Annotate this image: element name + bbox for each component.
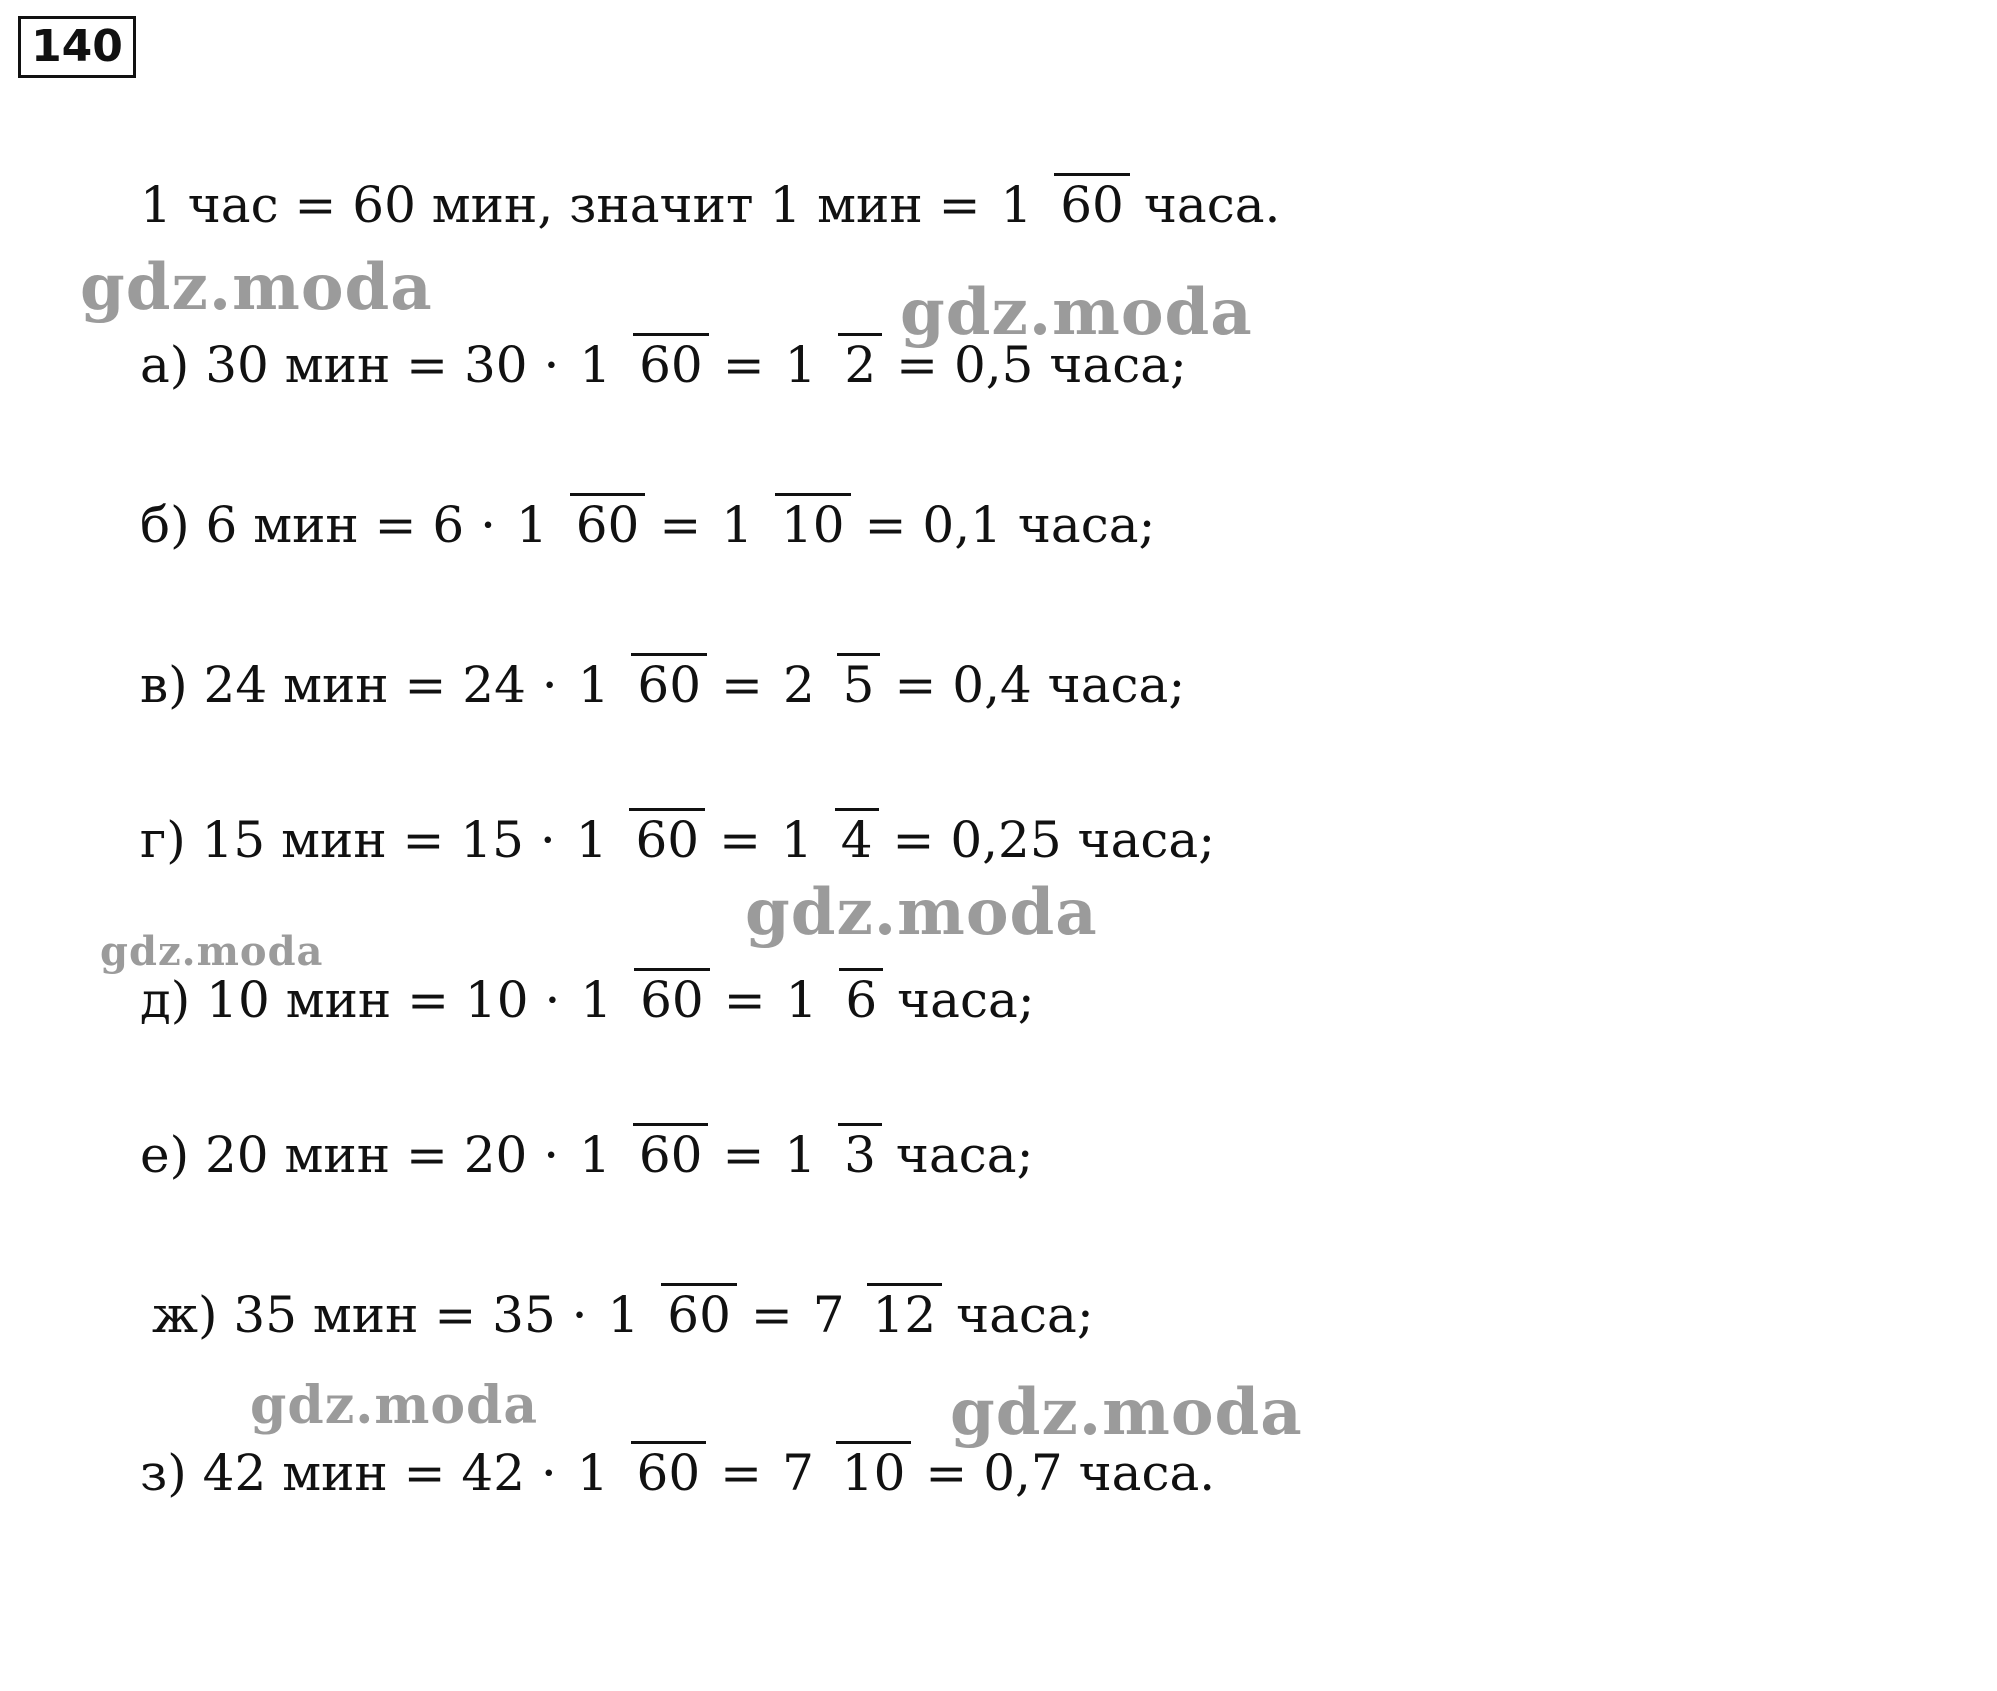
numerator: 1: [576, 1444, 609, 1502]
fraction-1: [570, 805, 705, 875]
fraction-1: [573, 1120, 708, 1190]
denominator: 60: [631, 1441, 707, 1502]
equals-sign: =: [723, 971, 766, 1029]
numerator: 7: [782, 1444, 814, 1502]
intro-text: 1 час = 60 мин, значит 1 мин =: [140, 176, 981, 234]
row-lhs: в) 24 мин = 24 ·: [140, 656, 558, 714]
fraction-2: [778, 1120, 882, 1190]
numerator: 1: [579, 1126, 611, 1184]
intro-tail: часа.: [1143, 176, 1281, 234]
denominator: 10: [775, 493, 851, 554]
row-tail: часа;: [956, 1286, 1094, 1344]
fraction-2: [777, 650, 881, 720]
denominator: 60: [631, 653, 707, 714]
numerator: 1: [784, 336, 817, 394]
denominator: 60: [661, 1283, 737, 1344]
row-lhs: б) 6 мин = 6 ·: [140, 496, 497, 554]
watermark: gdz.moda: [100, 928, 324, 975]
numerator: 1: [785, 971, 818, 1029]
numerator: 1: [577, 656, 610, 714]
numerator: 1: [575, 811, 608, 869]
row-lhs: ж) 35 мин = 35 ·: [152, 1286, 588, 1344]
fraction-2: [780, 965, 884, 1035]
numerator: 1: [721, 496, 754, 554]
numerator: 1: [784, 1126, 817, 1184]
equals-sign: =: [750, 1286, 793, 1344]
intro-fraction: [994, 170, 1129, 240]
denominator: 3: [838, 1123, 882, 1184]
equals-sign: =: [720, 1444, 763, 1502]
watermark: gdz.moda: [900, 275, 1253, 350]
row-tail: = 0,25 часа;: [892, 811, 1216, 869]
equals-sign: =: [659, 496, 702, 554]
row-tail: = 0,7 часа.: [925, 1444, 1216, 1502]
denominator: 60: [633, 333, 709, 394]
denominator: 60: [1054, 173, 1130, 234]
denominator: 10: [836, 1441, 912, 1502]
fraction-1: [510, 490, 645, 560]
denominator: 60: [570, 493, 646, 554]
equals-sign: =: [722, 1126, 765, 1184]
denominator: 12: [867, 1283, 943, 1344]
denominator: 60: [629, 808, 705, 869]
fraction-1: [572, 650, 707, 720]
row-tail: = 0,4 часа;: [894, 656, 1186, 714]
denominator: 60: [633, 1123, 709, 1184]
problem-number: 140: [18, 16, 136, 78]
numerator: 1: [516, 496, 548, 554]
fraction-2: [776, 1438, 911, 1508]
numerator: 7: [812, 1286, 845, 1344]
watermark: gdz.moda: [80, 250, 433, 325]
watermark: gdz.moda: [950, 1375, 1303, 1450]
equals-sign: =: [719, 811, 761, 869]
watermark: gdz.moda: [745, 875, 1098, 950]
row-lhs: г) 15 мин = 15 ·: [140, 811, 556, 869]
equals-sign: =: [721, 656, 763, 714]
fraction-1: [602, 1280, 737, 1350]
numerator: 1: [781, 811, 813, 869]
row-tail: = 0,5 часа;: [896, 336, 1187, 394]
fraction-2: [715, 490, 850, 560]
fraction-2: [807, 1280, 942, 1350]
denominator: 4: [835, 808, 879, 869]
fraction-1: [574, 965, 709, 1035]
denominator: 60: [634, 968, 710, 1029]
denominator: 2: [838, 333, 882, 394]
fraction-2: [775, 805, 879, 875]
row-lhs: д) 10 мин = 10 ·: [140, 971, 561, 1029]
denominator: 6: [839, 968, 883, 1029]
numerator: 1: [579, 336, 612, 394]
row-lhs: з) 42 мин = 42 ·: [140, 1444, 557, 1502]
fraction-2: [779, 330, 883, 400]
fraction-1: [573, 330, 708, 400]
row-lhs: е) 20 мин = 20 ·: [140, 1126, 560, 1184]
numerator: 2: [782, 656, 815, 714]
denominator: 5: [837, 653, 881, 714]
row-lhs: а) 30 мин = 30 ·: [140, 336, 560, 394]
numerator: 1: [607, 1286, 640, 1344]
fraction-1: [571, 1438, 706, 1508]
numerator: 1: [580, 971, 613, 1029]
equals-sign: =: [722, 336, 765, 394]
row-tail: часа;: [897, 971, 1035, 1029]
watermark: gdz.moda: [250, 1375, 539, 1436]
row-tail: часа;: [895, 1126, 1034, 1184]
numerator: 1: [1000, 176, 1033, 234]
row-tail: = 0,1 часа;: [864, 496, 1156, 554]
